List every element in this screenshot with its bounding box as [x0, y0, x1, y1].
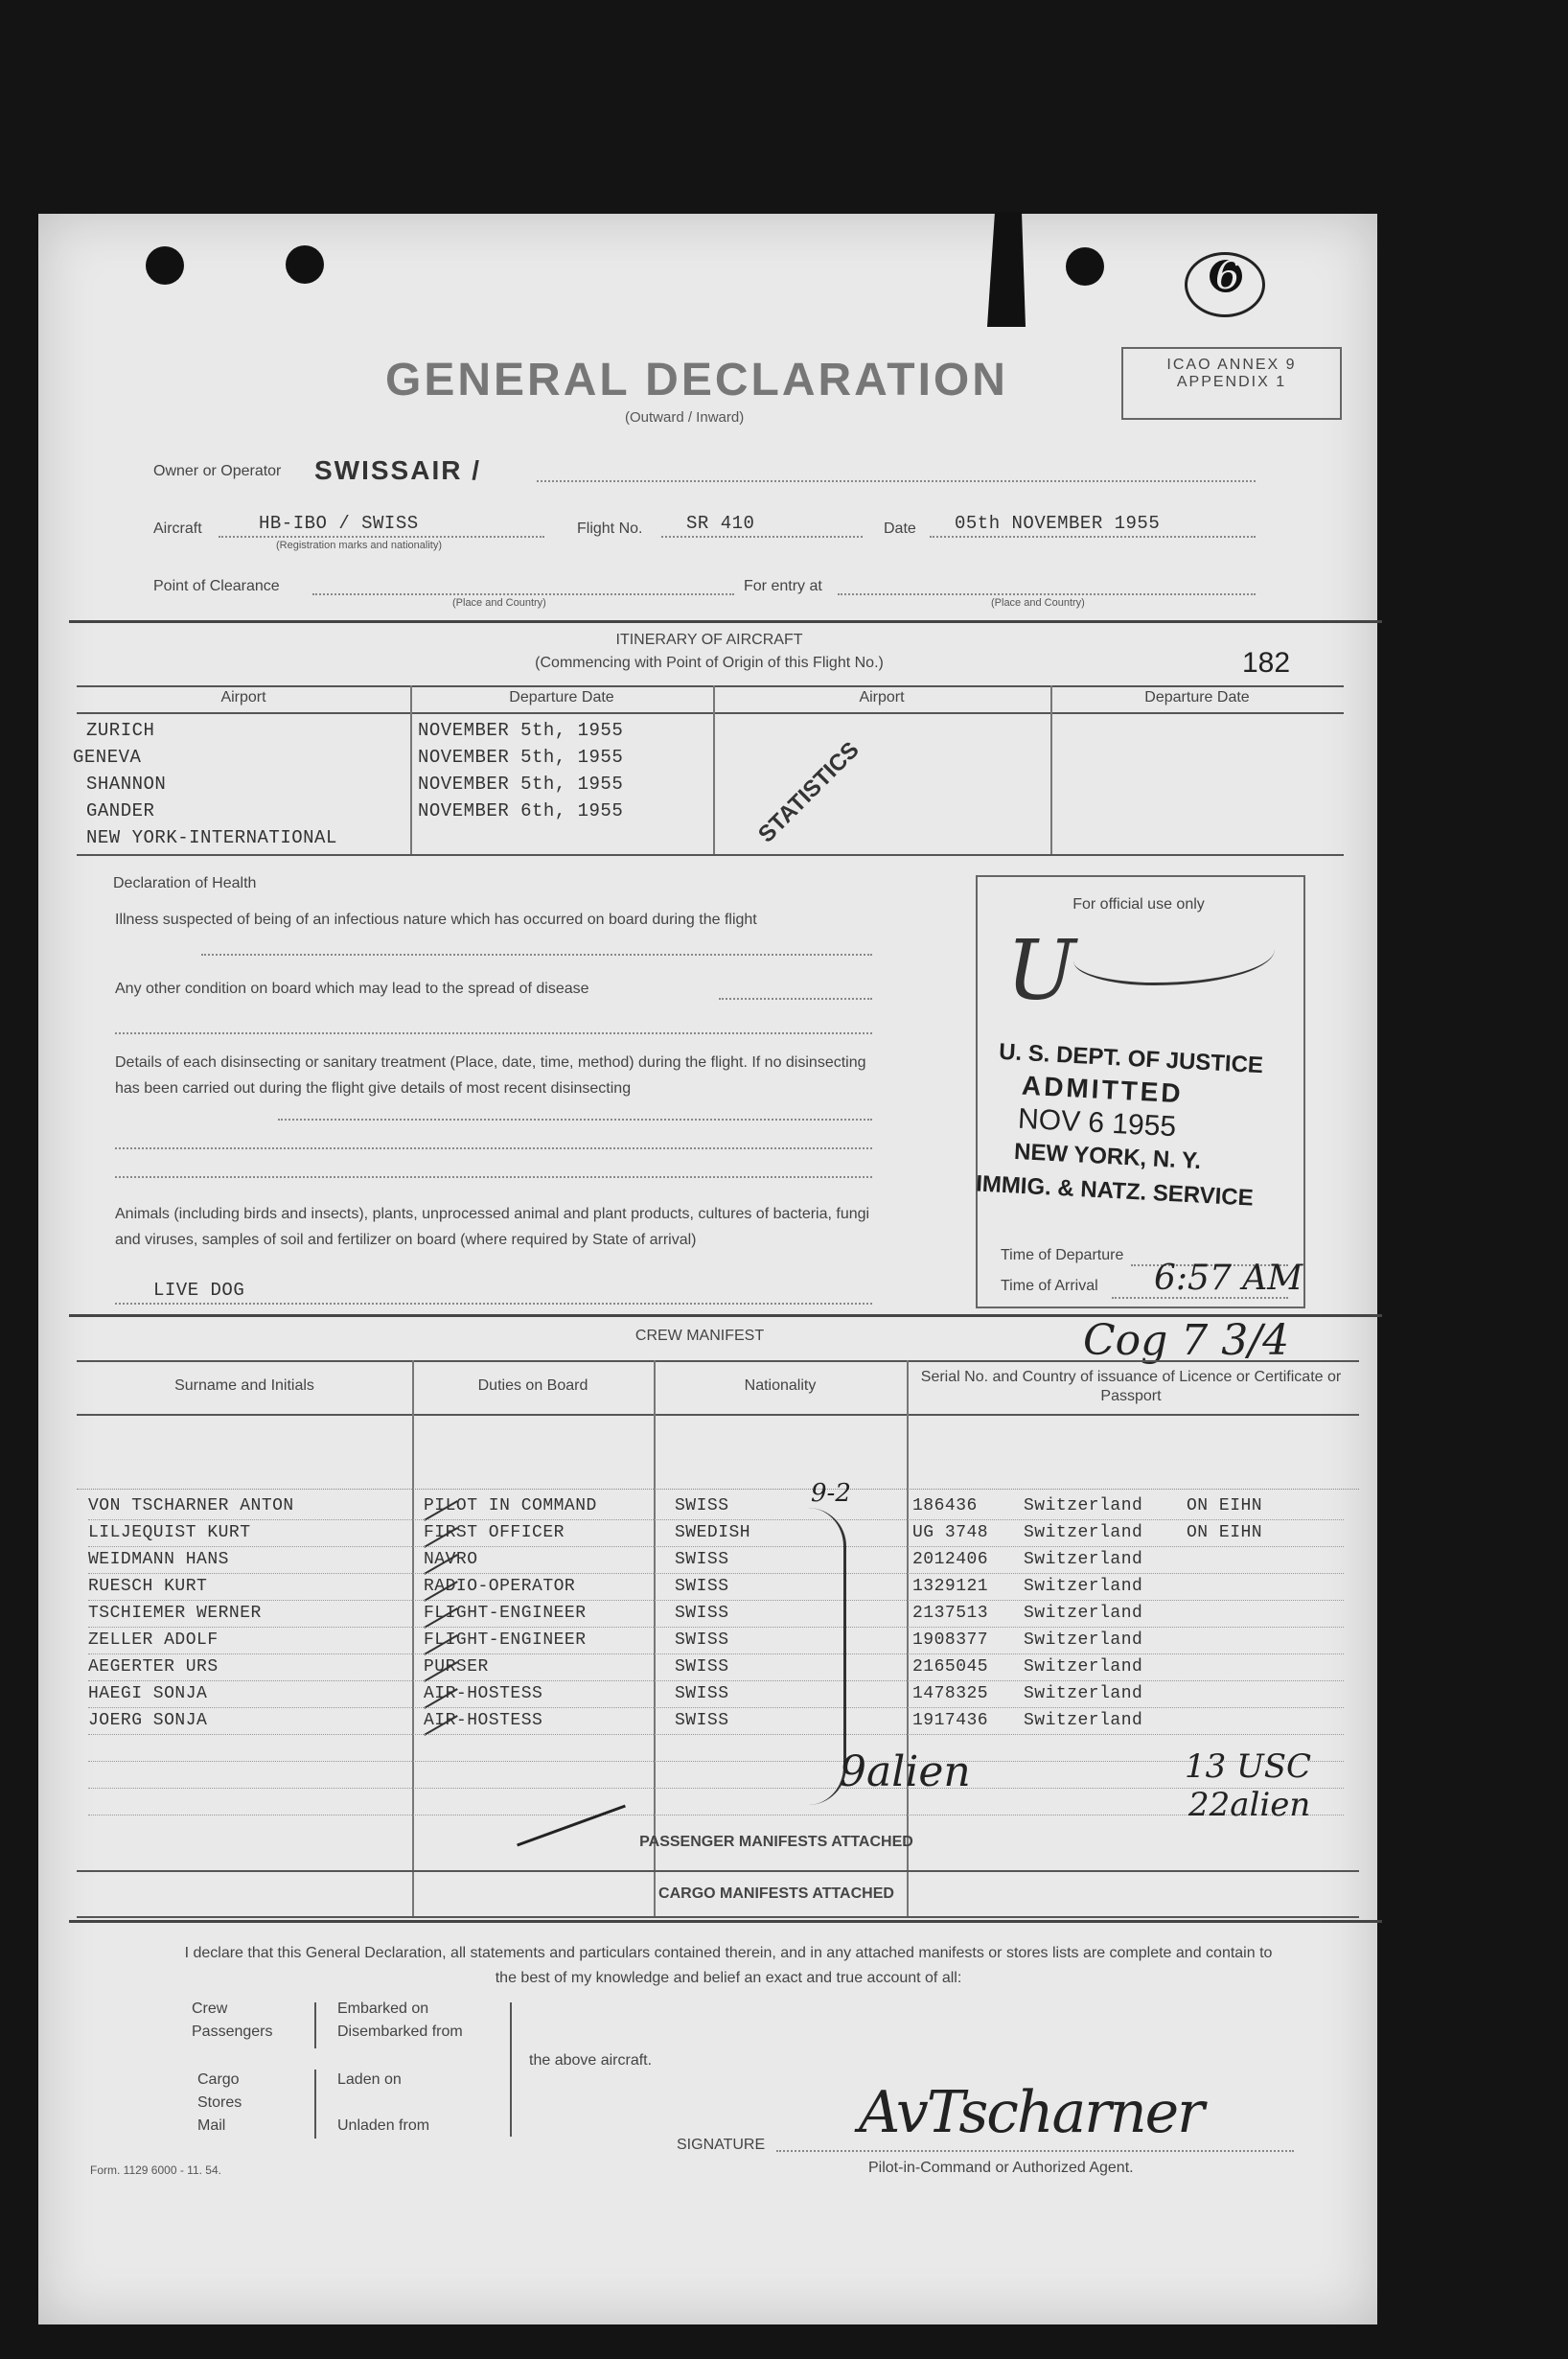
embarked-label: Embarked on	[337, 2001, 429, 2017]
column-divider	[410, 685, 412, 854]
rule	[77, 854, 1344, 856]
passenger-manifests: PASSENGER MANIFESTS ATTACHED	[639, 1834, 913, 1850]
dotted-line	[201, 954, 872, 956]
health-q4-answer: LIVE DOG	[153, 1280, 245, 1301]
itinerary-date: NOVEMBER 5th, 1955	[418, 747, 624, 768]
crew-extra: ON EIHN	[1187, 1496, 1263, 1515]
form-number: Form. 1129 6000 - 11. 54.	[90, 2163, 221, 2177]
dotted-line	[537, 480, 1256, 482]
dotted-line	[88, 1815, 1344, 1816]
punch-hole	[286, 245, 324, 284]
mail-label: Mail	[197, 2117, 226, 2134]
cargo-label: Cargo	[197, 2071, 240, 2088]
crew-duty: AIR-HOSTESS	[424, 1684, 543, 1703]
health-q3: Details of each disinsecting or sanitary treatment (Place, date, time, method) during the flight. If no disinsecting has been carried out during the flight give details of most recent disinsecting	[115, 1054, 866, 1097]
dotted-line	[115, 1032, 872, 1034]
health-q2: Any other condition on board which may lead to the spread of disease	[115, 981, 589, 997]
brace	[307, 2070, 316, 2139]
arrival-label: Time of Arrival	[1001, 1278, 1098, 1294]
icao-line2: APPENDIX 1	[1176, 374, 1287, 390]
unladen-label: Unladen from	[337, 2117, 430, 2134]
stores-label: Stores	[197, 2094, 242, 2111]
margin-note: 9-2	[811, 1479, 851, 1508]
crew-nationality: SWISS	[675, 1604, 729, 1623]
crew-country: Switzerland	[1024, 1711, 1143, 1730]
health-q4: Animals (including birds and insects), plants, unprocessed animal and plant products, cultures of bacteria, fungi and viruses, samples of soil and fertilizer on board (where required by State of arrival)	[115, 1206, 870, 1248]
stamp-dept: U. S. DEPT. OF JUSTICE	[998, 1038, 1264, 1079]
itinerary-header-date: Departure Date	[509, 689, 614, 705]
crew-name: JOERG SONJA	[88, 1711, 208, 1730]
itinerary-number: 182	[1242, 647, 1291, 679]
signature-label: SIGNATURE	[677, 2137, 766, 2153]
dotted-line	[88, 1519, 1344, 1520]
itinerary-date: NOVEMBER 5th, 1955	[418, 774, 624, 795]
flight-value: SR 410	[686, 513, 755, 534]
dotted-line	[88, 1734, 1344, 1735]
dotted-line	[115, 1176, 872, 1178]
itinerary-date: NOVEMBER 5th, 1955	[418, 720, 624, 741]
stamp-admitted: ADMITTED	[1021, 1070, 1185, 1109]
disembarked-label: Disembarked from	[337, 2024, 463, 2040]
clearance-note: (Place and Country)	[452, 597, 546, 609]
itinerary-airport: GANDER	[86, 800, 155, 821]
dotted-line	[661, 536, 863, 538]
itinerary-airport: NEW YORK-INTERNATIONAL	[86, 827, 337, 848]
date-value: 05th NOVEMBER 1955	[955, 513, 1161, 534]
arrival-value: 6:57 AM	[1154, 1259, 1303, 1298]
crew-serial: 1478325	[912, 1684, 989, 1703]
column-divider	[907, 1360, 909, 1916]
crew-nationality: SWISS	[675, 1550, 729, 1569]
aircraft-note: (Registration marks and nationality)	[276, 540, 443, 551]
punch-hole	[1066, 247, 1104, 286]
health-q1: Illness suspected of being of an infectious nature which has occurred on board during the flight	[115, 912, 757, 928]
crew-extra: ON EIHN	[1187, 1523, 1263, 1542]
dotted-line	[776, 2150, 1294, 2152]
stamp-date: NOV 6 1955	[1017, 1102, 1177, 1144]
dotted-line	[278, 1119, 872, 1121]
itinerary-title: ITINERARY OF AIRCRAFT	[615, 632, 803, 648]
dotted-line	[838, 593, 1256, 595]
dotted-line	[88, 1627, 1344, 1628]
stamp-service: IMMIG. & NATZ. SERVICE	[975, 1170, 1255, 1212]
dotted-line	[219, 536, 544, 538]
rule	[77, 1489, 1359, 1490]
crew-country: Switzerland	[1024, 1577, 1143, 1596]
dotted-line	[115, 1303, 872, 1305]
crew-duty: FLIGHT-ENGINEER	[424, 1630, 587, 1650]
rule	[69, 1920, 1382, 1923]
crew-serial: UG 3748	[912, 1523, 989, 1542]
crew-duty: RADIO-OPERATOR	[424, 1577, 576, 1596]
official-initials: U	[1006, 923, 1071, 1019]
crew-nationality: SWISS	[675, 1630, 729, 1650]
torn-area	[987, 212, 1026, 327]
crew-name: AEGERTER URS	[88, 1657, 219, 1677]
crew-nationality: SWISS	[675, 1496, 729, 1515]
crew-name: VON TSCHARNER ANTON	[88, 1496, 294, 1515]
crew-country: Switzerland	[1024, 1550, 1143, 1569]
aircraft-label: Aircraft	[153, 520, 202, 537]
cargo-manifests: CARGO MANIFESTS ATTACHED	[658, 1885, 894, 1902]
dotted-line	[88, 1788, 1344, 1789]
rule	[77, 1360, 1359, 1362]
crew-nationality: SWEDISH	[675, 1523, 751, 1542]
crew-duty: FIRST OFFICER	[424, 1523, 565, 1542]
dotted-line	[930, 536, 1256, 538]
flight-label: Flight No.	[577, 520, 643, 537]
crew-serial: 1329121	[912, 1577, 989, 1596]
dotted-line	[88, 1600, 1344, 1601]
health-title: Declaration of Health	[113, 875, 257, 891]
above-aircraft: the above aircraft.	[529, 2052, 653, 2069]
punch-hole	[146, 246, 184, 285]
icao-line1: ICAO ANNEX 9	[1166, 357, 1297, 373]
dotted-line	[312, 593, 734, 595]
crew-duty: AIR-HOSTESS	[424, 1711, 543, 1730]
rule	[77, 1414, 1359, 1416]
crew-serial: 2012406	[912, 1550, 989, 1569]
crew-serial: 1917436	[912, 1711, 989, 1730]
crew-name: HAEGI SONJA	[88, 1684, 208, 1703]
crew-duty: FLIGHT-ENGINEER	[424, 1604, 587, 1623]
crew-title: CREW MANIFEST	[634, 1328, 765, 1344]
brace	[502, 2002, 512, 2137]
crew-header-nationality: Nationality	[744, 1377, 817, 1394]
departure-label: Time of Departure	[1001, 1247, 1124, 1263]
dotted-line	[1112, 1297, 1288, 1299]
itinerary-airport: ZURICH	[86, 720, 155, 741]
document-page	[38, 214, 1377, 2324]
crew-header-name: Surname and Initials	[174, 1377, 314, 1394]
crew-duty: NAVRO	[424, 1550, 478, 1569]
rule	[77, 1916, 1359, 1918]
dotted-line	[719, 998, 872, 1000]
statistics-stamp: STATISTICS	[753, 736, 865, 848]
column-divider	[1050, 685, 1052, 854]
crew-country: Switzerland	[1024, 1684, 1143, 1703]
rule	[77, 685, 1344, 687]
crew-header-serial: Serial No. and Country of issuance of Licence or Certificate or Passport	[920, 1369, 1342, 1404]
brace	[307, 2002, 316, 2048]
crew-name: LILJEQUIST KURT	[88, 1523, 251, 1542]
crew-country: Switzerland	[1024, 1657, 1143, 1677]
rule	[77, 712, 1344, 714]
stamp-city: NEW YORK, N. Y.	[1013, 1138, 1202, 1175]
hand-note-2: 13 USC	[1185, 1747, 1312, 1786]
document-title: GENERAL DECLARATION	[385, 355, 1008, 405]
entry-note: (Place and Country)	[991, 597, 1085, 609]
crew-country: Switzerland	[1024, 1496, 1143, 1515]
rule	[69, 620, 1382, 623]
crew-name: WEIDMANN HANS	[88, 1550, 229, 1569]
itinerary-header-airport: Airport	[220, 689, 266, 705]
crew-serial: 2165045	[912, 1657, 989, 1677]
crew-country: Switzerland	[1024, 1630, 1143, 1650]
official-title: For official use only	[1072, 896, 1205, 913]
date-label: Date	[884, 520, 916, 537]
column-divider	[654, 1360, 656, 1916]
crew-nationality: SWISS	[675, 1657, 729, 1677]
crew-header-duties: Duties on Board	[477, 1377, 588, 1394]
hand-note-1: 9alien	[840, 1747, 971, 1796]
crew-serial: 2137513	[912, 1604, 989, 1623]
crew-serial: 186436	[912, 1496, 978, 1515]
operator-value: SWISSAIR /	[314, 455, 482, 485]
laden-label: Laden on	[337, 2071, 402, 2088]
itinerary-date: NOVEMBER 6th, 1955	[418, 800, 624, 821]
hand-note-3: 22alien	[1188, 1786, 1311, 1824]
crew-label: Crew	[192, 2001, 228, 2017]
crew-duty: PURSER	[424, 1657, 489, 1677]
icao-box	[1121, 347, 1342, 420]
dotted-line	[115, 1147, 872, 1149]
crew-nationality: SWISS	[675, 1577, 729, 1596]
dotted-line	[88, 1680, 1344, 1681]
rule	[77, 1870, 1359, 1872]
crew-name: RUESCH KURT	[88, 1577, 208, 1596]
crew-country: Switzerland	[1024, 1523, 1143, 1542]
signature-note: Pilot-in-Command or Authorized Agent.	[868, 2160, 1134, 2176]
clearance-label: Point of Clearance	[153, 578, 280, 594]
crew-name: ZELLER ADOLF	[88, 1630, 219, 1650]
declaration-text: I declare that this General Declaration, all statements and particulars contained therein, and in any attached manifests or stores lists are complete and contain to the best of my knowledge and belief an exact and true account of all:	[184, 1945, 1273, 1986]
column-divider	[713, 685, 715, 854]
itinerary-airport: GENEVA	[73, 747, 142, 768]
dotted-line	[88, 1761, 1344, 1762]
itinerary-header-airport2: Airport	[859, 689, 905, 705]
signature-value: AvTscharner	[859, 2079, 1203, 2146]
dotted-line	[88, 1707, 1344, 1708]
operator-label: Owner or Operator	[153, 463, 282, 479]
dotted-line	[88, 1573, 1344, 1574]
cog-note: Cog 7 3/4	[1083, 1316, 1290, 1365]
circled-number-text: 6	[1215, 254, 1240, 298]
passengers-label: Passengers	[192, 2024, 273, 2040]
crew-nationality: SWISS	[675, 1684, 729, 1703]
crew-country: Switzerland	[1024, 1604, 1143, 1623]
document-subtitle: (Outward / Inward)	[625, 409, 745, 426]
aircraft-value: HB-IBO / SWISS	[259, 513, 419, 534]
crew-nationality: SWISS	[675, 1711, 729, 1730]
column-divider	[412, 1360, 414, 1916]
itinerary-header-date2: Departure Date	[1144, 689, 1250, 705]
dotted-line	[88, 1546, 1344, 1547]
itinerary-airport: SHANNON	[86, 774, 167, 795]
crew-duty: PILOT IN COMMAND	[424, 1496, 597, 1515]
crew-name: TSCHIEMER WERNER	[88, 1604, 262, 1623]
itinerary-subtitle: (Commencing with Point of Origin of this Flight No.)	[535, 655, 884, 671]
crew-serial: 1908377	[912, 1630, 989, 1650]
entry-label: For entry at	[744, 578, 822, 594]
